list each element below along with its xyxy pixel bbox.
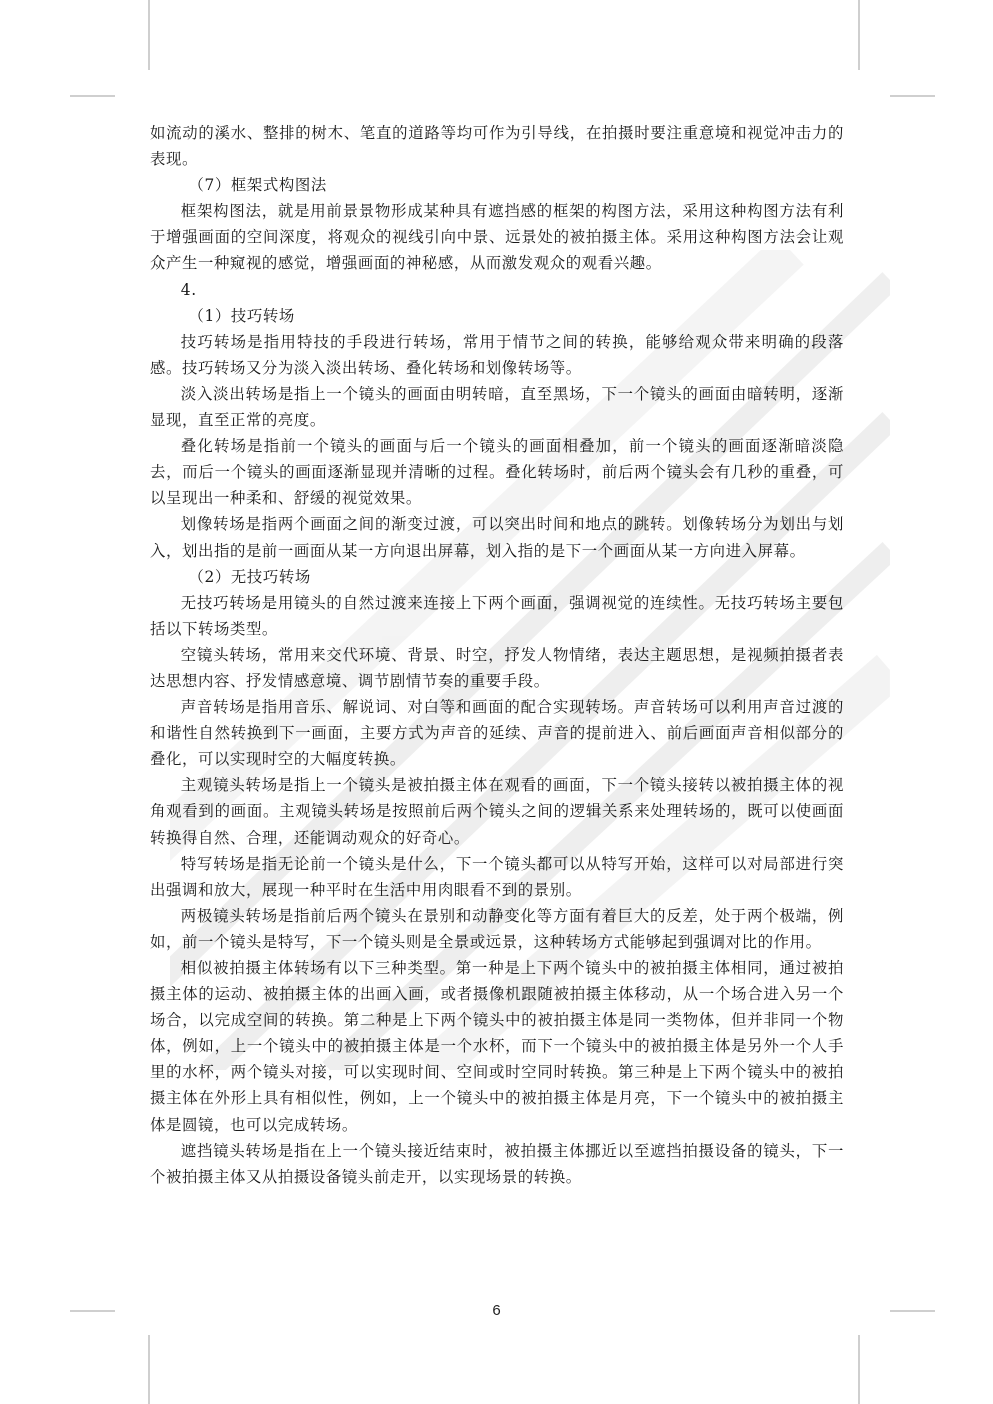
paragraph-dissolve-transition: 叠化转场是指前一个镜头的画面与后一个镜头的画面相叠加，前一个镜头的画面逐渐暗淡隐去，而后一个镜头的画面逐渐显现并清晰的过程。叠化转场时，前后两个镜头会有几秒的重叠，可以呈现出一种柔和、舒缓的视觉效果。 (150, 437, 844, 508)
paragraph-empty-shot-transition: 空镜头转场，常用来交代环境、背景、时空，抒发人物情绪，表达主题思想，是视频拍摄者表达思想内容、抒发情感意境、调节剧情节奏的重要手段。 (150, 645, 844, 690)
paragraph-block-transition: 遮挡镜头转场是指在上一个镜头接近结束时，被拍摄主体挪近以至遮挡拍摄设备的镜头，下一个被拍摄主体又从拍摄设备镜头前走开，以实现场景的转换。 (150, 1141, 844, 1186)
heading-frame-composition: （7）框架式构图法 (188, 176, 327, 195)
crop-mark-bottom-right (858, 1335, 860, 1404)
crop-mark-top-left-h (70, 95, 115, 97)
paragraph-frame-composition: 框架构图法，就是用前景景物形成某种具有遮挡感的框架的构图方法，采用这种构图方法有利于增强画面的空间深度，将观众的视线引向中景、远景处的被拍摄主体。采用这种构图方法会让观众产生一种窥视的感觉，增强画面的神秘感，从而激发观众的观看兴趣。 (150, 202, 844, 273)
paragraph-fade-transition: 淡入淡出转场是指上一个镜头的画面由明转暗，直至黑场，下一个镜头的画面由暗转明，逐渐显现，直至正常的亮度。 (150, 384, 844, 430)
paragraph-extreme-transition: 两极镜头转场是指前后两个镜头在景别和动静变化等方面有着巨大的反差，处于两个极端，例如，前一个镜头是特写，下一个镜头则是全景或远景，这种转场方式能够起到强调对比的作用。 (150, 906, 844, 951)
paragraph-sound-transition: 声音转场是指用音乐、解说词、对白等和画面的配合实现转场。声音转场可以利用声音过渡的和谐性自然转换到下一画面，主要方式为声音的延续、声音的提前进入、前后画面声音相似部分的叠化，可以实现时空的大幅度转换。 (150, 698, 844, 769)
paragraph-no-technique-transition: 无技巧转场是用镜头的自然过渡来连接上下两个画面，强调视觉的连续性。无技巧转场主要包括以下转场类型。 (150, 593, 844, 638)
paragraph-closeup-transition: 特写转场是指无论前一个镜头是什么，下一个镜头都可以从特写开始，这样可以对局部进行突出强调和放大，展现一种平时在生活中用肉眼看不到的景别。 (150, 854, 844, 899)
page-number: 6 (492, 1302, 501, 1319)
paragraph-technique-transition: 技巧转场是指用特技的手段进行转场，常用于情节之间的转换，能够给观众带来明确的段落感。技巧转场又分为淡入淡出转场、叠化转场和划像转场等。 (150, 332, 844, 377)
paragraph-similar-subject-transition: 相似被拍摄主体转场有以下三种类型。第一种是上下两个镜头中的被拍摄主体相同，通过被拍摄主体的运动、被拍摄主体的出画入画，或者摄像机跟随被拍摄主体移动，从一个场合进入另一个场合，以完成空间的转换。第二种是上下两个镜头中的被拍摄主体是同一类物体，但并非同一个物体，例如，上一个镜头中的被拍摄主体是一个水杯，而下一个镜头中的被拍摄主体是另外一个人手里的水杯，两个镜头对接，可以实现时间、空间或时空同时转换。第三种是上下两个镜头中的被拍摄主体在外形上具有相似性，例如，上一个镜头中的被拍摄主体是月亮，下一个镜头中的被拍摄主体是圆镜，也可以完成转场。 (150, 959, 844, 1134)
body-text (150, 120, 844, 1190)
crop-mark-top-right-h (890, 95, 935, 97)
heading-no-technique-transition: （2）无技巧转场 (188, 567, 311, 586)
crop-mark-top-left (148, 0, 150, 70)
crop-mark-bottom-left (148, 1335, 150, 1404)
paragraph-guideline-end: 如流动的溪水、整排的树木、笔直的道路等均可作为引导线，在拍摄时要注重意境和视觉冲击力的表现。 (150, 124, 844, 169)
crop-mark-top-right (858, 0, 860, 70)
paragraph-wipe-transition: 划像转场是指两个画面之间的渐变过渡，可以突出时间和地点的跳转。划像转场分为划出与划入，划出指的是前一画面从某一方向退出屏幕，划入指的是下一个画面从某一方向进入屏幕。 (150, 515, 844, 560)
section-number: 4. (180, 280, 197, 299)
paragraph-subjective-transition: 主观镜头转场是指上一个镜头是被拍摄主体在观看的画面，下一个镜头接转以被拍摄主体的视角观看到的画面。主观镜头转场是按照前后两个镜头之间的逻辑关系来处理转场的，既可以使画面转换得自然、合理，还能调动观众的好奇心。 (150, 776, 844, 847)
heading-technique-transition: （1）技巧转场 (188, 306, 295, 325)
